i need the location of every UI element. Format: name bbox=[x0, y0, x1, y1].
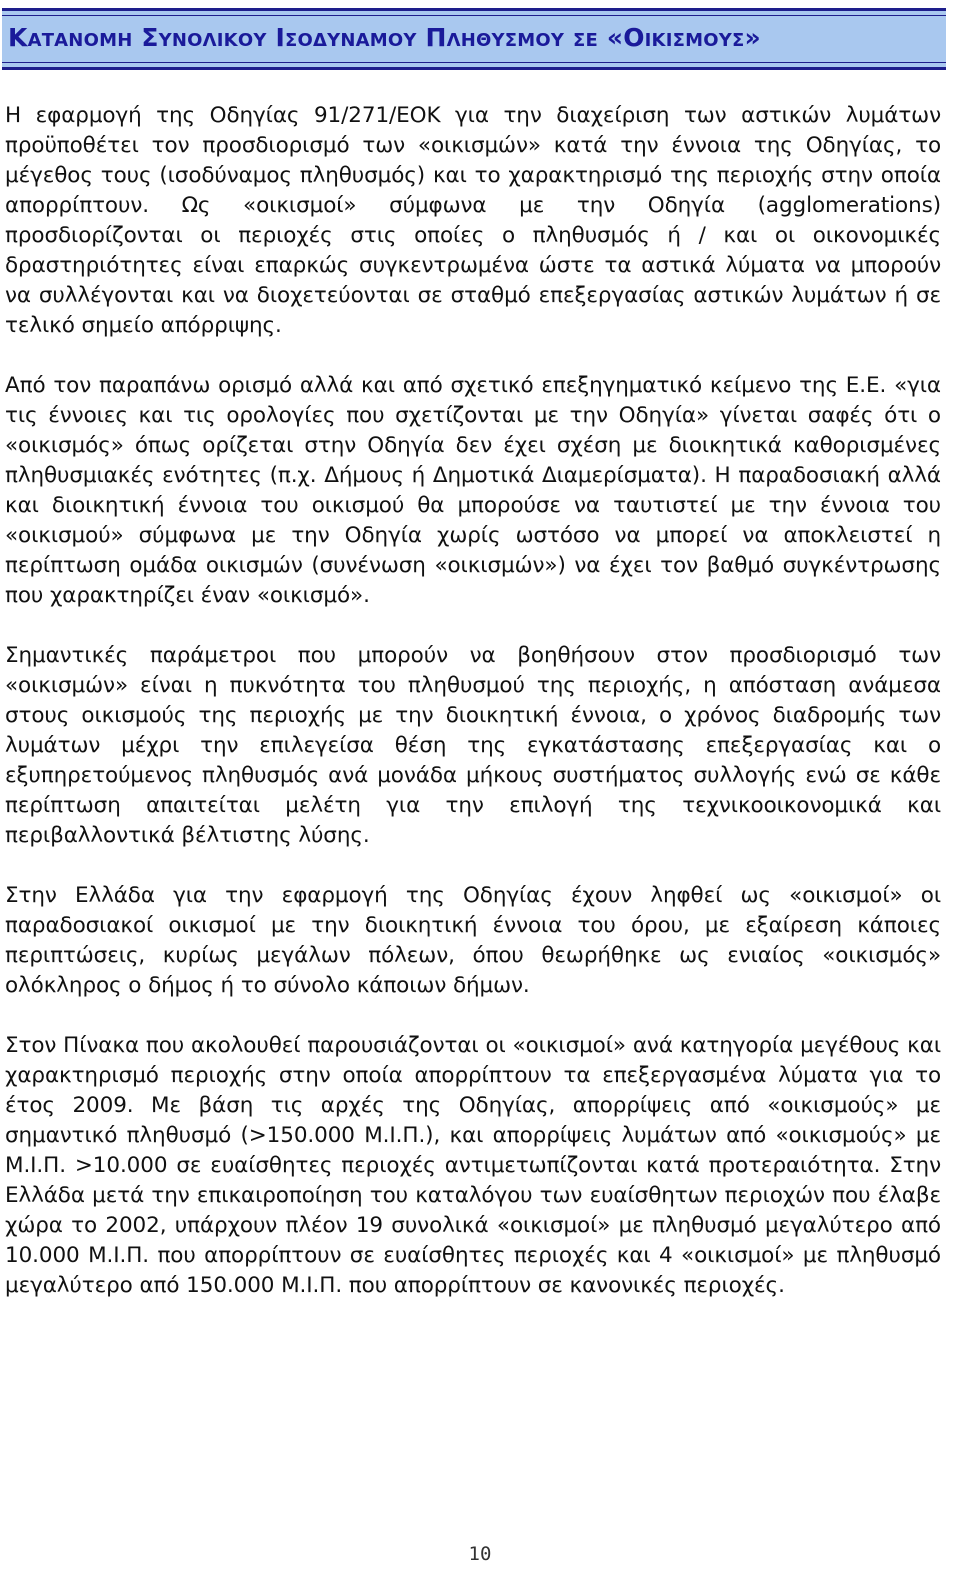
paragraph-definition: Από τον παραπάνω ορισμό αλλά και από σχετικό επεξηγηματικό κείμενο της Ε.Ε. «για τις έννοιες και τις ορολογίες που σχετίζονται με την Οδηγία» γίνεται σαφές ότι ο «οικισμός» όπως ορίζεται στην Οδηγία δεν έχει σχέση με διοικητικά καθορισμένες πληθυσμιακές ενότητες (π.χ. Δήμους ή Δημοτικά Διαμερίσματα). Η παραδοσιακή αλλά και διοικητική έννοια του οικισμού θα μπορούσε να ταυτιστεί με την έννοια του «οικισμού» σύμφωνα με την Οδηγία χωρίς ωστόσο να μπορεί να αποκλειστεί η περίπτωση ομάδα οικισμών (συνένωση «οικισμών») να έχει τον βαθμό συγκέντρωσης που χαρακτηρίζει έναν «οικισμό». bbox=[5, 373, 941, 608]
paragraph-directive-intro: Η εφαρμογή της Οδηγίας 91/271/ΕΟΚ για την διαχείριση των αστικών λυμάτων προϋποθέτει τον προσδιορισμό των «οικισμών» κατά την έννοια της Οδηγίας, το μέγεθος τους (ισοδύναμος πληθυσμός) και το χαρακτηρισμό της περιοχής στην οποία απορρίπτουν. Ως «οικισμοί» σύμφωνα με την Οδηγία (agglomerations) προσδιορίζονται οι περιοχές στις οποίες ο πληθυσμός ή / και οι οικονομικές δραστηριότητες είναι επαρκώς συγκεντρωμένα ώστε τα αστικά λύματα να μπορούν να συλλέγονται και να διοχετεύονται σε σταθμό επεξεργασίας αστικών λυμάτων ή σε τελικό σημείο απόρριψης. bbox=[5, 103, 941, 338]
page-number: 10 bbox=[468, 1543, 492, 1565]
paragraph-greece-application: Στην Ελλάδα για την εφαρμογή της Οδηγίας έχουν ληφθεί ως «οικισμοί» οι παραδοσιακοί οικισμοί με την διοικητική έννοια του όρου, με εξαίρεση κάποιες περιπτώσεις, κυρίως μεγάλων πόλεων, όπου θεωρήθηκε ως ενιαίος «οικισμός» ολόκληρος ο δήμος ή το σύνολο κάποιων δήμων. bbox=[5, 883, 941, 998]
paragraph-table-summary: Στον Πίνακα που ακολουθεί παρουσιάζονται οι «οικισμοί» ανά κατηγορία μεγέθους και χαρακτηρισμό περιοχής στην οποία απορρίπτουν τα επεξεργασμένα λύματα για το έτος 2009. Με βάση τις αρχές της Οδηγίας, απορρίψεις από «οικισμούς» με σημαντικό πληθυσμό (>150.000 Μ.Ι.Π.), και απορρίψεις λυμάτων από «οικισμούς» με Μ.Ι.Π. >10.000 σε ευαίσθητες περιοχές αντιμετωπίζονται κατά προτεραιότητα. Στην Ελλάδα μετά την επικαιροποίηση του καταλόγου των ευαίσθητων περιοχών που έλαβε χώρα το 2002, υπάρχουν πλέον 19 συνολικά «οικισμοί» με πληθυσμό μεγαλύτερο από 10.000 Μ.Ι.Π. που απορρίπτουν σε ευαίσθητες περιοχές και 4 «οικισμοί» με πληθυσμό μεγαλύτερο από 150.000 Μ.Ι.Π. που απορρίπτουν σε κανονικές περιοχές. bbox=[5, 1033, 941, 1298]
paragraph-parameters: Σημαντικές παράμετροι που μπορούν να βοηθήσουν στον προσδιορισμό των «οικισμών» είναι η πυκνότητα του πληθυσμού της περιοχής, η απόσταση ανάμεσα στους οικισμούς της περιοχής με την διοικητική έννοια, ο χρόνος διαδρομής των λυμάτων μέχρι την επιλεγείσα θέση της εγκατάστασης επεξεργασίας και ο εξυπηρετούμενος πληθυσμός ανά μονάδα μήκους συστήματος συλλογής ενώ σε κάθε περίπτωση απαιτείται μελέτη για την επιλογή της τεχνικοοικονομικά και περιβαλλοντικά βέλτιστης λύσης. bbox=[5, 643, 941, 848]
document-body bbox=[5, 101, 941, 1331]
section-heading-banner bbox=[2, 8, 946, 70]
section-title: Κατανομη Συνολικου Ισοδυναμου Πληθυσμου σε «Οικισμους» bbox=[8, 23, 761, 52]
